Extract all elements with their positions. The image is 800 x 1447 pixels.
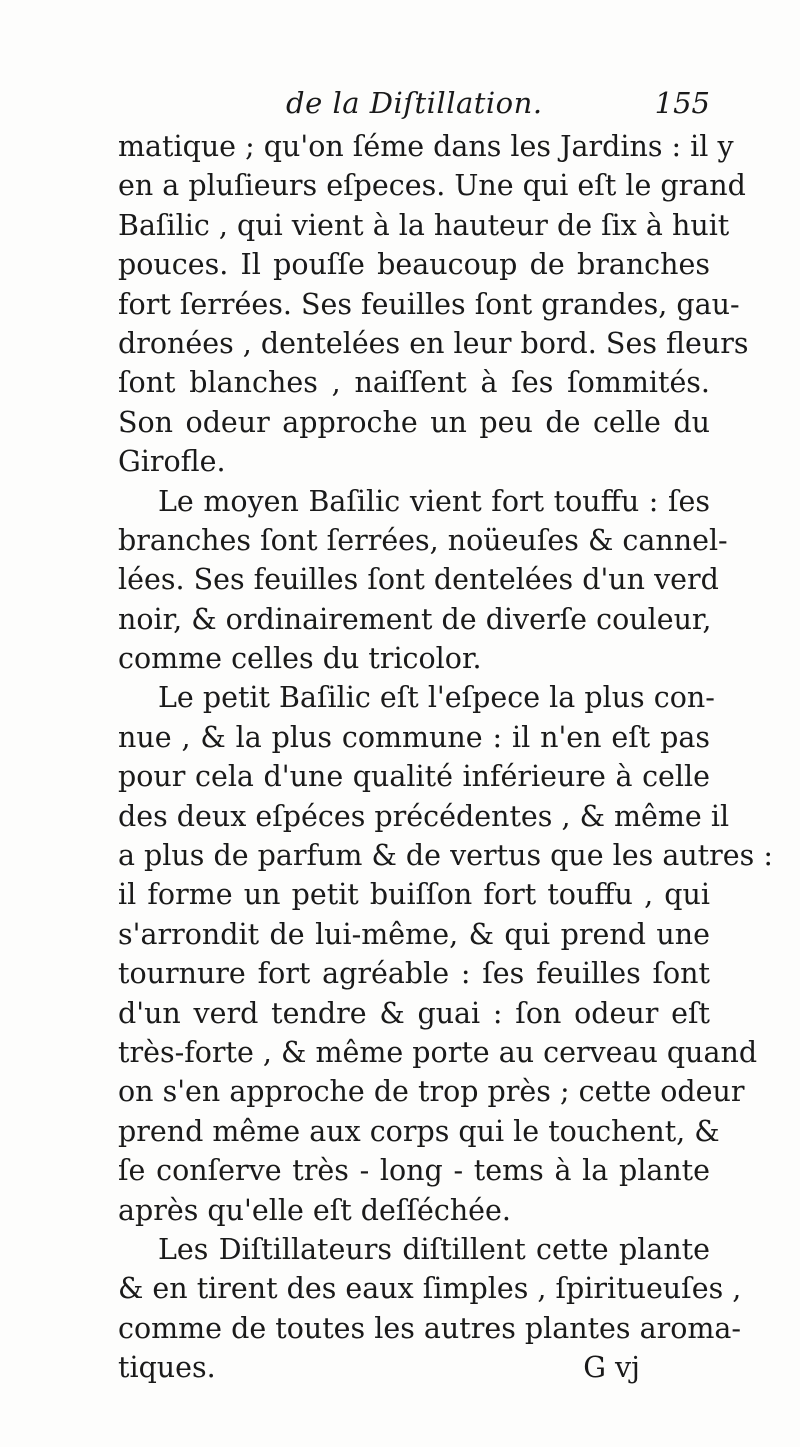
text-line: Son odeur approche un peu de celle du	[118, 405, 710, 439]
text-line: pouces. Il pouſſe beaucoup de branches	[118, 248, 710, 282]
text-line: comme celles du tricolor.	[118, 642, 482, 676]
text-line: matique ; qu'on ſéme dans les Jardins : il y	[118, 130, 734, 163]
text-line: ſont blanches , naiſſent à ſes ſommités.	[118, 366, 710, 400]
text-line: ſe conſerve très - long - tems à la plante	[118, 1154, 710, 1188]
text-line: branches ſont ſerrées, noüeuſes & cannel-	[118, 523, 728, 557]
text-line: lées. Ses feuilles ſont dentelées d'un verd	[118, 563, 719, 597]
text-line: nue , & la plus commune : il n'en eſt pas	[118, 720, 710, 754]
text-line: après qu'elle eſt deſſéchée.	[118, 1193, 511, 1227]
text-line: Le moyen Baſilic vient fort touffu : ſes	[158, 484, 710, 518]
text-line: Girofle.	[118, 445, 226, 479]
signature-mark: G vj	[583, 1351, 640, 1385]
text-line: s'arrondit de lui-même, & qui prend une	[118, 917, 710, 951]
page-number: 155	[654, 86, 710, 120]
running-title: de la Diſtillation.	[286, 86, 543, 120]
text-line: a plus de parfum & de vertus que les autres :	[118, 839, 773, 873]
text-line: & en tirent des eaux ſimples , ſpiritueuſes ,	[118, 1272, 742, 1306]
text-line: on s'en approche de trop près ; cette odeur	[118, 1075, 745, 1109]
body-text	[118, 127, 773, 1388]
text-line: noir, & ordinairement de diverſe couleur,	[118, 602, 712, 636]
text-line: comme de toutes les autres plantes aroma-	[118, 1311, 742, 1345]
text-line: prend même aux corps qui le touchent, &	[118, 1114, 720, 1148]
text-line: en a pluſieurs eſpeces. Une qui eſt le grand	[118, 169, 746, 203]
text-line: tiques.	[118, 1351, 216, 1385]
text-line: fort ſerrées. Ses feuilles ſont grandes, gau-	[118, 287, 740, 321]
text-line: d'un verd tendre & guai : ſon odeur eſt	[118, 996, 710, 1030]
text-line: il forme un petit buiſſon fort touffu , qui	[118, 878, 710, 912]
text-line: des deux eſpéces précédentes , & même il	[118, 799, 730, 833]
text-line: tournure fort agréable : ſes feuilles ſont	[118, 957, 710, 991]
text-line: dronées , dentelées en leur bord. Ses fleurs	[118, 326, 749, 360]
last-line	[118, 1348, 710, 1387]
text-line: pour cela d'une qualité inférieure à celle	[118, 760, 710, 794]
text-line: Les Diſtillateurs diſtillent cette plante	[158, 1232, 710, 1266]
text-line: très-forte , & même porte au cerveau quand	[118, 1035, 758, 1069]
text-line: Le petit Baſilic eſt l'eſpece la plus con-	[158, 681, 715, 715]
page-header	[118, 86, 710, 130]
text-line: Baſilic , qui vient à la hauteur de ſix à huit	[118, 208, 730, 242]
